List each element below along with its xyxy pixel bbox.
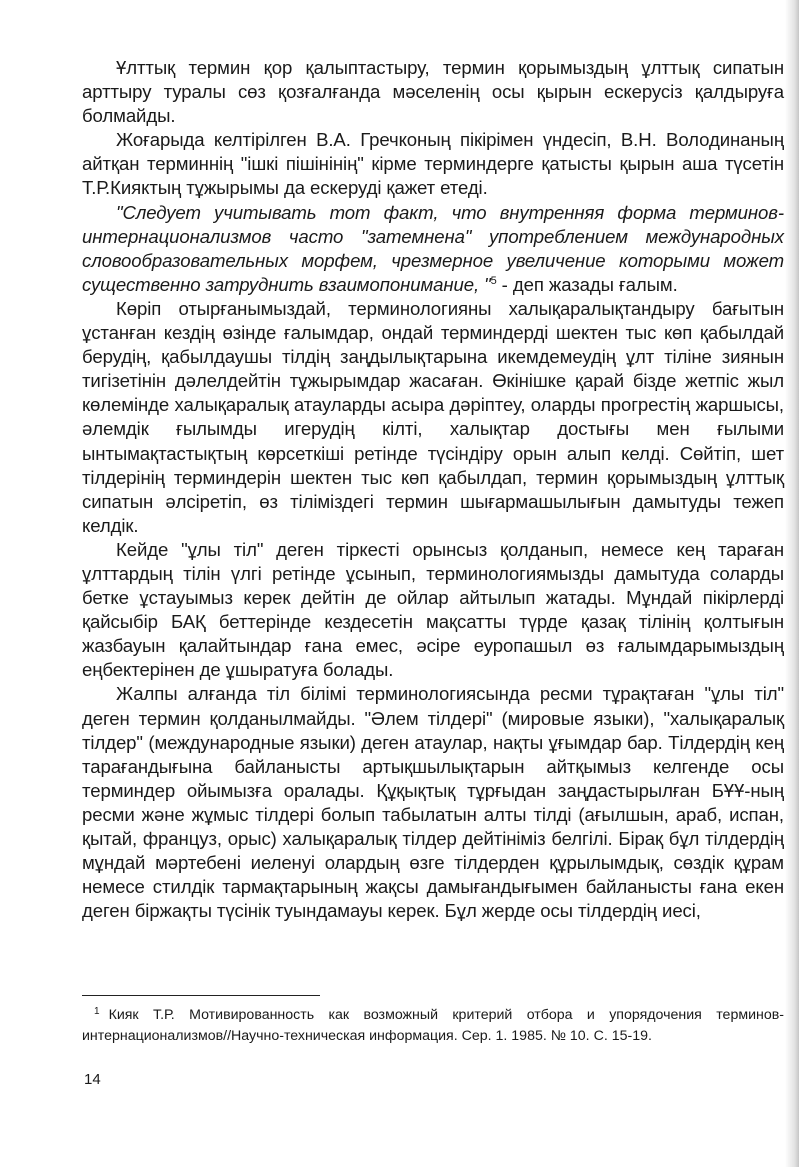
footnote-marker: 1	[94, 1006, 100, 1017]
footnote-reference: 5	[490, 274, 497, 287]
quote-paragraph	[82, 201, 784, 297]
quote-text: "Следует учитывать тот факт, что внутренняя форма терминов-интернационализмов часто "затемнена" употреблением международных словообразовательных морфем, чрезмерное увеличение которыми может существенно затруднить взаимопонимание, "	[82, 201, 784, 295]
footnote-text: Кияк Т.Р. Мотивированность как возможный критерий отбора и упорядочения терминов-интернационализмов//Научно-техническая информация. Сер. 1. 1985. № 10. С. 15-19.	[82, 1007, 784, 1044]
page-edge-shadow	[785, 0, 799, 1167]
paragraph-4: Кейде "ұлы тіл" деген тіркесті орынсыз қолданып, немесе кең тараған ұлттардың тілін үлгі ретінде ұсынып, терминологиямызды дамытуда соларды бетке ұстауымыз керек дейтін де ойлар айтылып жатады. Мұндай пікірлерді қайсыбір БАҚ беттерінде кездесетін мақсатты түрде қазақ тілінің қолтығын жазбауын қалайтындар ғана емес, әсіре еуропашыл өз ғалымдарымыздың еңбектерінен де ұшыратуға болады.	[82, 538, 784, 681]
footnote-divider	[82, 995, 320, 996]
paragraph-1: Ұлттық термин қор қалыптастыру, термин қорымыздың ұлттық сипатын арттыру туралы сөз қозғалғанда мәселенің осы қырын ескерусіз қалдыруға болмайды.	[82, 57, 784, 127]
paragraph-2: Жоғарыда келтірілген В.А. Гречконың пікірімен үндесіп, В.Н. Володинаның айтқан терминнің "ішкі пішінінің" кірме терминдерге қатысты қырын аша түсетін Т.Р.Кияктың тұжырымы да ескеруді қажет етеді.	[82, 129, 784, 199]
quote-attribution: - деп жазады ғалым.	[496, 273, 678, 295]
body-text	[82, 56, 784, 923]
page-number: 14	[84, 1071, 101, 1088]
paragraph-5: Жалпы алғанда тіл білімі терминологиясында ресми тұрақтаған "ұлы тіл" деген термин қолданылмайды. "Әлем тілдері" (мировые языки), "халықаралық тілдер" (международные языки) деген атаулар, нақты ұғымдар бар. Тілдердің кең тарағандығына байланысты артықшылықтарын айтқымыз келгенде осы терминдер ойымызға оралады. Құқықтық тұрғыдан заңдастырылған БҰҰ-ның ресми және жұмыс тілдері болып табылатын алты тілді (ағылшын, араб, испан, қытай, француз, орыс) халықаралық тілдер дейтініміз белгілі. Бірақ бұл тілдердің мұндай мәртебені иеленуі олардың өзге тілдерден құрылымдық, сөздік құрам немесе стилдік тармақтарының жақсы дамығандығымен байланысты ғана екен деген біржақты түсінік туындамауы керек. Бұл жерде осы тілдердің иесі,	[82, 683, 784, 922]
footnote	[82, 1005, 784, 1046]
paragraph-3: Көріп отырғанымыздай, терминологияны халықаралықтандыру бағытын ұстанған кездің өзінде ғалымдар, ондай терминдерді шектен тыс көп қабылдай берудің, қабылдаушы тілдің заңдылықтарына икемдемеудің ұлт тіліне зиянын тигізетінін дәлелдейтін тұжырымдар жасаған. Өкінішке қарай бізде жетпіс жыл көлемінде халықаралық атауларды асыра дәріптеу, оларды прогрестің жаршысы, әлемдік ғылымды игерудің кілті, халықтар достығы мен ғылыми ынтымақтастықтың көрсеткіші ретінде түсіндіру орын алып келді. Сөйтіп, шет тілдерінің терминдерін шектен тыс көп қабылдап, термин қорымыздың ұлттық сипатын әлсіретіп, өз тіліміздегі термин шығармашылығын дамытуды тежеп келдік.	[82, 297, 784, 536]
